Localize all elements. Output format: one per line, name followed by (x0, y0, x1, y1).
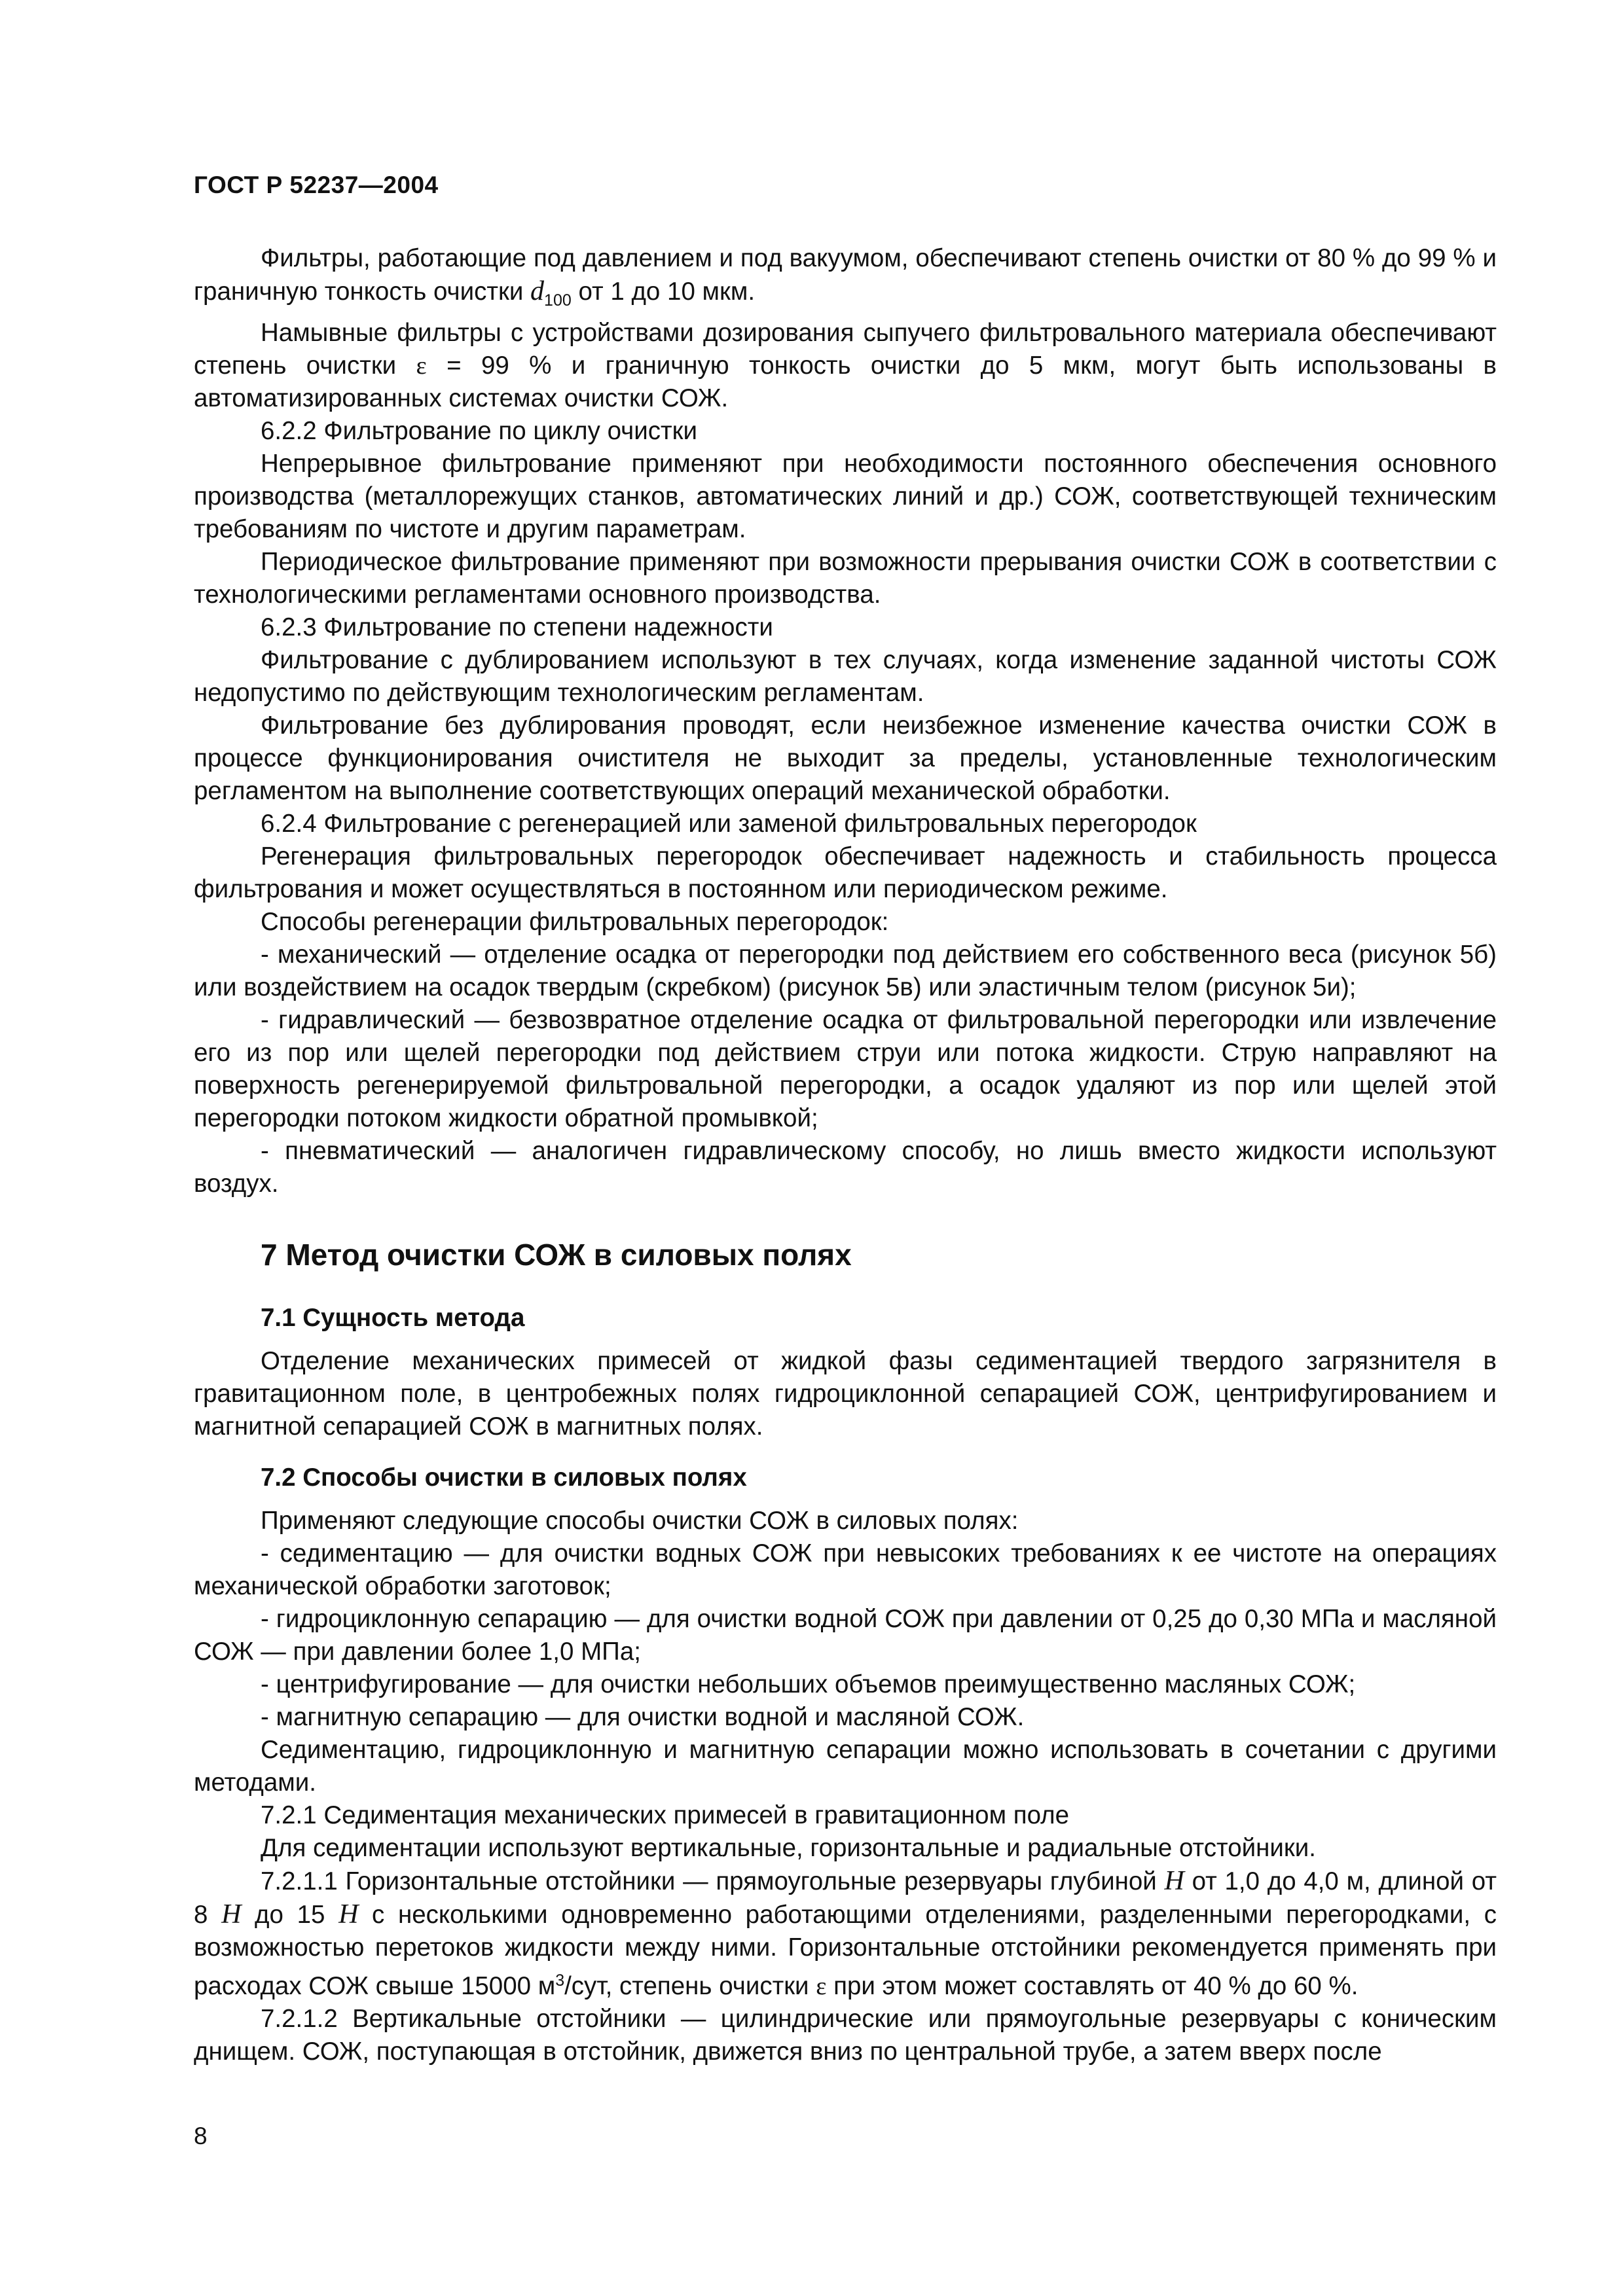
text: при этом может составлять от 40 % до 60 %. (826, 1972, 1359, 2000)
page-number: 8 (194, 2123, 208, 2149)
list-item: - механический — отделение осадка от перегородки под действием его собственного веса (рисунок 5б) или воздействием на осадок твердым (скребком) (рисунок 5в) или эластичным телом (рисунок 5и); (194, 941, 1497, 1001)
subsection-heading-7-2: 7.2 Способы очистки в силовых полях (261, 1463, 747, 1492)
subsection-heading-7-1: 7.1 Сущность метода (261, 1304, 525, 1332)
paragraph: Регенерация фильтровальных перегородок обеспечивает надежность и стабильность процесса фильтрования и может осуществляться в постоянном или периодическом режиме. (194, 842, 1497, 903)
list-item: - магнитную сепарацию — для очистки водной и масляной СОЖ. (261, 1703, 1025, 1731)
text: = 99 % и граничную тонкость очистки до 5 мкм, могут быть использованы в автоматизированных системах очистки СОЖ. (194, 351, 1497, 412)
epsilon-symbol: ε (816, 1973, 827, 2000)
paragraph: Периодическое фильтрование применяют при возможности прерывания очистки СОЖ в соответствии с технологическими регламентами основного производства. (194, 548, 1497, 609)
math-symbol: H (1164, 1866, 1184, 1896)
subsection-heading-6-2-3: 6.2.3 Фильтрование по степени надежности (261, 613, 773, 641)
paragraph: Применяют следующие способы очистки СОЖ в силовых полях: (261, 1507, 1019, 1535)
paragraph: Отделение механических примесей от жидкой фазы седиментацией твердого загрязнителя в гравитационном поле, в центробежных полях гидроциклонной сепарацией СОЖ, центрифугированием и магнитной сепарацией СОЖ в магнитных полях. (194, 1347, 1497, 1441)
text: от 1,0 до 4,0 м, длиной от 8 (194, 1867, 1497, 1929)
epsilon-symbol: ε (416, 352, 427, 380)
subscript: 100 (544, 291, 572, 310)
paragraph (194, 242, 1497, 317)
text: до 15 (241, 1901, 339, 1929)
math-symbol: H (338, 1899, 359, 1929)
math-symbol: H (221, 1899, 242, 1929)
text: 7.2.1.1 Горизонтальные отстойники — прямоугольные резервуары глубиной (261, 1867, 1165, 1895)
subsection-heading-6-2-4: 6.2.4 Фильтрование с регенерацией или заменой фильтровальных перегородок (261, 810, 1197, 838)
paragraph: Седиментацию, гидроциклонную и магнитную сепарации можно использовать в сочетании с другими методами. (194, 1736, 1497, 1797)
text: Фильтры, работающие под давлением и под вакуумом, обеспечивают степень очистки от 80 % до 99 % и граничную тонкость очистки (194, 244, 1497, 306)
list-item: - пневматический — аналогичен гидравлическому способу, но лишь вместо жидкости используют воздух. (194, 1137, 1497, 1198)
subsection-heading-7-2-1: 7.2.1 Седиментация механических примесей в гравитационном поле (261, 1801, 1070, 1829)
list-item: - седиментацию — для очистки водных СОЖ при невысоких требованиях к ее чистоте на операциях механической обработки заготовок; (194, 1539, 1497, 1600)
document-header: ГОСТ Р 52237—2004 (194, 171, 439, 198)
subsection-heading-6-2-2: 6.2.2 Фильтрование по циклу очистки (261, 417, 697, 445)
paragraph: Непрерывное фильтрование применяют при необходимости постоянного обеспечения основного производства (металлорежущих станков, автоматических линий и др.) СОЖ, соответствующей техническим требованиям по чистоте и другим параметрам. (194, 450, 1497, 543)
text: /сут, степень очистки (564, 1972, 816, 2000)
superscript: 3 (555, 1971, 565, 1990)
paragraph (194, 1865, 1497, 2003)
paragraph: 7.2.1.2 Вертикальные отстойники — цилиндрические или прямоугольные резервуары с коническим днищем. СОЖ, поступающая в отстойник, движется вниз по центральной трубе, а затем вверх после (194, 2005, 1497, 2066)
text: от 1 до 10 мкм. (571, 278, 756, 306)
math-symbol: d (530, 276, 545, 306)
list-item: - гидроциклонную сепарацию — для очистки водной СОЖ при давлении от 0,25 до 0,30 МПа и масляной СОЖ — при давлении более 1,0 МПа; (194, 1605, 1497, 1666)
paragraph: Фильтрование с дублированием используют в тех случаях, когда изменение заданной чистоты СОЖ недопустимо по действующим технологическим регламентам. (194, 646, 1497, 707)
document-body (194, 242, 1497, 2068)
section-heading-7: 7 Метод очистки СОЖ в силовых полях (261, 1238, 852, 1272)
paragraph (194, 317, 1497, 415)
list-item: - центрифугирование — для очистки небольших объемов преимущественно масляных СОЖ; (261, 1670, 1356, 1698)
paragraph: Фильтрование без дублирования проводят, если неизбежное изменение качества очистки СОЖ в процессе функционирования очистителя не выходит за пределы, установленные технологическим регламентом на выполнение соответствующих операций механической обработки. (194, 711, 1497, 805)
text: Намывные фильтры с устройствами дозирования сыпучего фильтровального материала обеспечивают степень очистки (194, 319, 1497, 380)
text: с несколькими одновременно работающими отделениями, разделенными перегородками, с возможностью перетоков жидкости между ними. Горизонтальные отстойники рекомендуется применять при расходах СОЖ свыше 15000 м (194, 1901, 1497, 2000)
list-item: - гидравлический — безвозвратное отделение осадка от фильтровальной перегородки или извлечение его из пор или щелей перегородки под действием струи или потока жидкости. Струю направляют на поверхность регенерируемой фильтровальной перегородки, а осадок удаляют из пор или щелей этой перегородки потоком жидкости обратной промывкой; (194, 1006, 1497, 1132)
paragraph: Способы регенерации фильтровальных перегородок: (261, 908, 889, 936)
paragraph: Для седиментации используют вертикальные, горизонтальные и радиальные отстойники. (261, 1834, 1316, 1862)
